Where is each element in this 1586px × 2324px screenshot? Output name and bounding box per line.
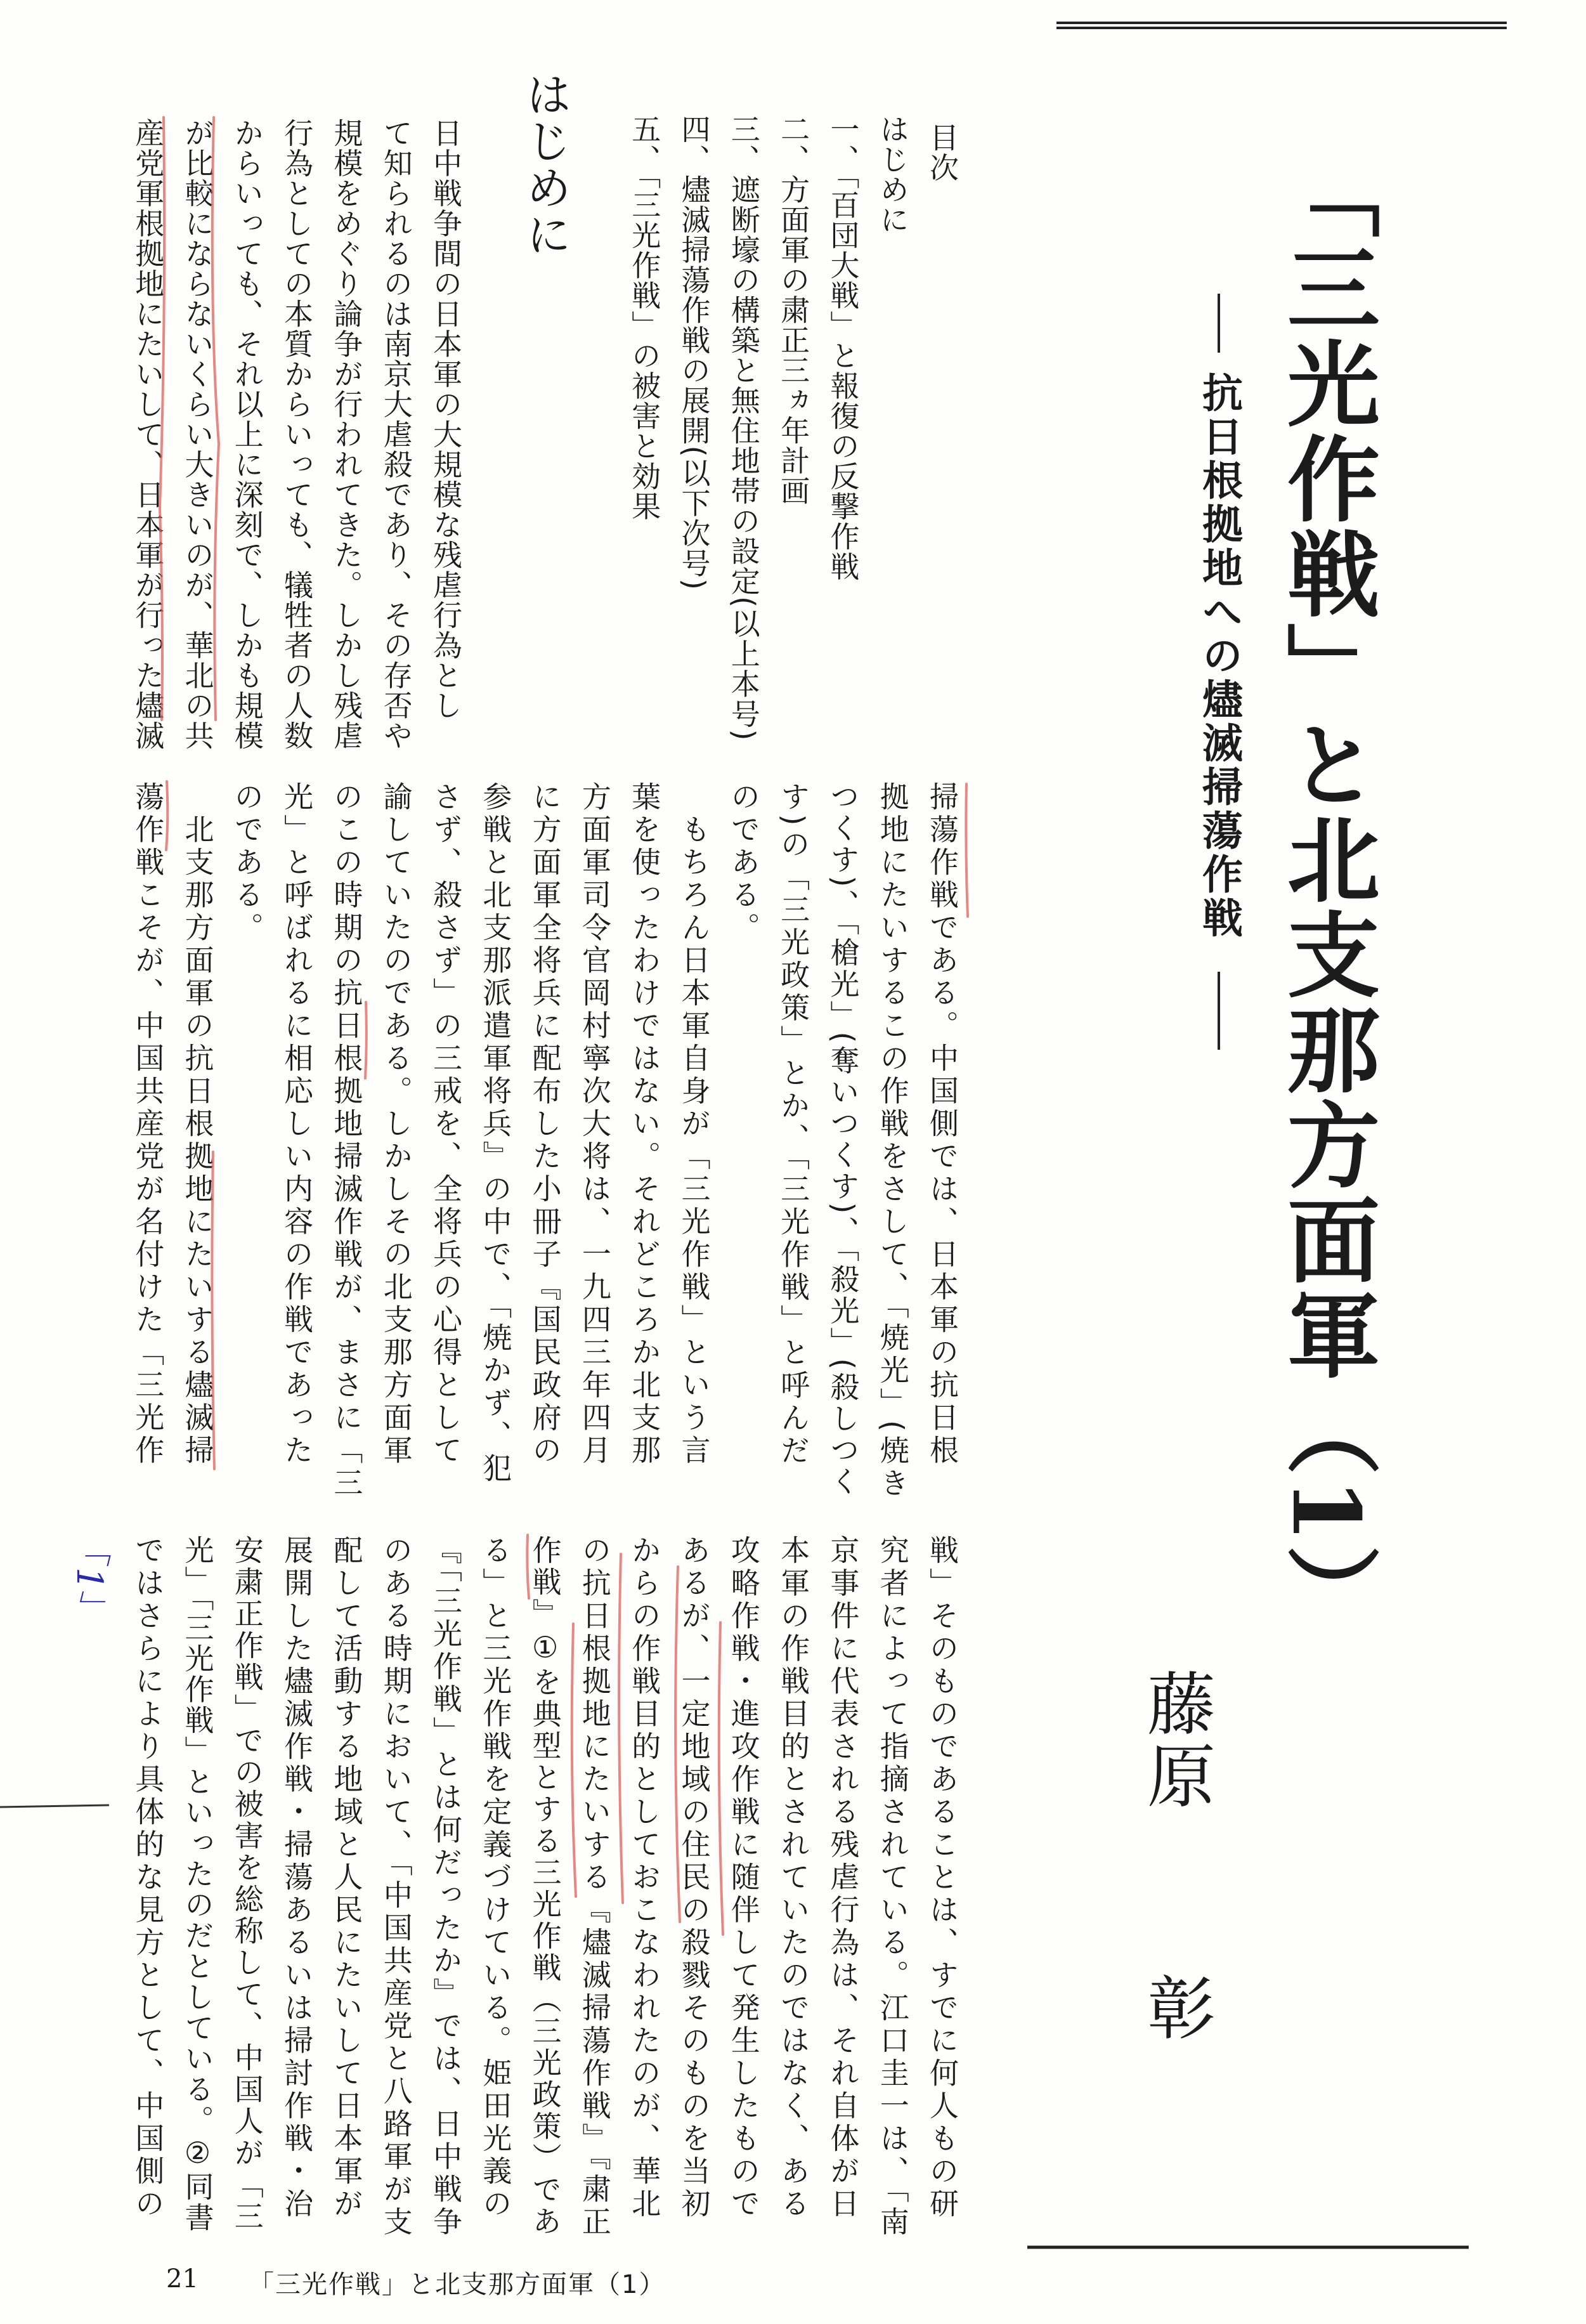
body-text-column: に方面軍全将兵に配布した小冊子『国民政府の: [528, 781, 562, 1468]
body-text-column: て知られるのは南京大虐殺であり、その存否や: [379, 118, 413, 751]
body-text-column: 『「三光作戦」とは何だったか』では、日中戦争: [429, 1535, 463, 2239]
section-heading: はじめに: [518, 71, 572, 258]
red-pencil-mark: [572, 1624, 576, 1896]
body-text-column: 本軍の作戦目的とされていたのではなく、ある: [776, 1535, 811, 2221]
body-text-column: からの作戦目的としておこなわれたのが、華北: [627, 1535, 662, 2221]
red-pencil-mark: [966, 784, 968, 917]
body-text-column: さず、殺さず」の三戒を、全将兵の心得として: [429, 781, 463, 1468]
toc-item: 五、「三光作戦」の被害と効果: [627, 114, 662, 521]
body-text-column: 究者によって指摘されている。江口圭一は、「南: [875, 1535, 910, 2239]
body-text-column: 規模をめぐり論争が行われてきた。しかし残虐: [329, 118, 364, 751]
toc-item: 三、遮断壕の構築と無住地帯の設定(以上本号): [726, 114, 761, 741]
body-text-column: のである。: [726, 781, 761, 945]
body-text-column: 行為としての本質からいっても、犠牲者の人数: [280, 118, 315, 751]
red-pencil-mark: [719, 1622, 723, 1935]
body-text-column: 諭していたのである。しかしその北支那方面軍: [379, 781, 413, 1468]
red-pencil-mark: [365, 1002, 367, 1078]
toc-item: 二、方面軍の粛正三ヵ年計画: [776, 114, 811, 506]
body-text-column: 産党軍根拠地にたいして、日本軍が行った燼滅: [131, 118, 166, 751]
body-text-column: す)の「三光政策」とか、「三光作戦」と呼んだ: [776, 781, 811, 1468]
body-text-column: ではさらにより具体的な見方として、中国側の: [131, 1535, 166, 2221]
handwritten-margin-note: 「1」: [68, 1532, 110, 1626]
body-text-column: 展開した燼滅作戦・掃蕩あるいは掃討作戦・治: [280, 1535, 315, 2221]
body-text-column: のある時期において、「中国共産党と八路軍が支: [379, 1535, 413, 2239]
toc-item: はじめに: [875, 114, 910, 235]
toc-item: 四、燼滅掃蕩作戦の展開(以下次号): [677, 114, 712, 591]
body-text-column: の抗日根拠地にたいする『燼滅掃蕩作戦』『粛正: [577, 1535, 612, 2239]
body-text-column: 光」「三光作戦」といったのだとしている。②同書: [180, 1535, 215, 2233]
body-text-column: 掃蕩作戦である。中国側では、日本軍の抗日根: [925, 781, 959, 1468]
body-text-column: 戦」そのものであることは、すでに何人もの研: [925, 1535, 959, 2221]
body-text-column: あるが、一定地域の住民の殺戮そのものを当初: [677, 1535, 712, 2221]
body-text-column: のである。: [230, 781, 264, 945]
article-subtitle: 抗日根拠地への燼滅掃蕩作戦: [1195, 372, 1243, 941]
body-text-column: 日中戦争間の日本軍の大規模な残虐行為とし: [429, 118, 463, 721]
body-text-column: 作戦』①を典型とする三光作戦（三光政策）であ: [528, 1535, 562, 2238]
body-text-column: 京事件に代表される残虐行為は、それ自体が日: [826, 1535, 861, 2221]
body-text-column: 方面軍司令官岡村寧次大将は、一九四三年四月: [577, 781, 612, 1468]
toc-item: 一、「百団大戦」と報復の反撃作戦: [826, 114, 861, 582]
body-text-column: 光」と呼ばれるに相応しい内容の作戦であった: [280, 781, 315, 1468]
toc-label: 目次: [925, 122, 959, 183]
running-title: 「三光作戦」と北支那方面軍（1）: [249, 2270, 666, 2299]
body-text-column: 葉を使ったわけではない。それどころか北支那: [627, 781, 662, 1468]
red-pencil-mark: [619, 1554, 623, 1903]
body-text-column: 攻略作戦・進攻作戦に随伴して発生したもので: [726, 1535, 761, 2221]
body-text-column: のこの時期の抗日根拠地掃滅作戦が、まさに「三: [329, 781, 364, 1500]
page-number: 21: [166, 2264, 198, 2294]
body-text-column: 蕩作戦こそが、中国共産党が名付けた「三光作: [131, 781, 166, 1468]
body-text-column: が比較にならないくらい大きいのが、華北の共: [180, 118, 215, 751]
body-text-column: 参戦と北支那派遣軍将兵』の中で、「焼かず、犯: [478, 781, 513, 1485]
body-text-column: つくす)、「槍光」(奪いつくす)、「殺光」(殺しつく: [826, 781, 861, 1498]
body-text-column: 安粛正作戦」での被害を総称して、中国人が「三: [230, 1535, 264, 2233]
article-title: 「三光作戦」と北支那方面軍（1）: [1271, 146, 1380, 1640]
body-text-column: 拠地にたいするこの作戦をさして、「焼光」(焼き: [875, 781, 910, 1501]
body-text-column: 配して活動する地域と人民にたいして日本軍が: [329, 1535, 364, 2221]
author-family-name: 藤原: [1135, 1668, 1215, 1813]
body-text-column: もちろん日本軍自身が「三光作戦」という言: [677, 781, 712, 1468]
red-pencil-mark: [166, 781, 167, 850]
body-text-column: る」と三光作戦を定義づけている。姫田光義の: [478, 1535, 513, 2221]
margin-line: [0, 1805, 109, 1807]
author-given-name: 彰: [1135, 1973, 1215, 2045]
body-text-column: 北支那方面軍の抗日根拠地にたいする燼滅掃: [180, 781, 215, 1468]
body-text-column: からいっても、それ以上に深刻で、しかも規模: [230, 118, 264, 751]
